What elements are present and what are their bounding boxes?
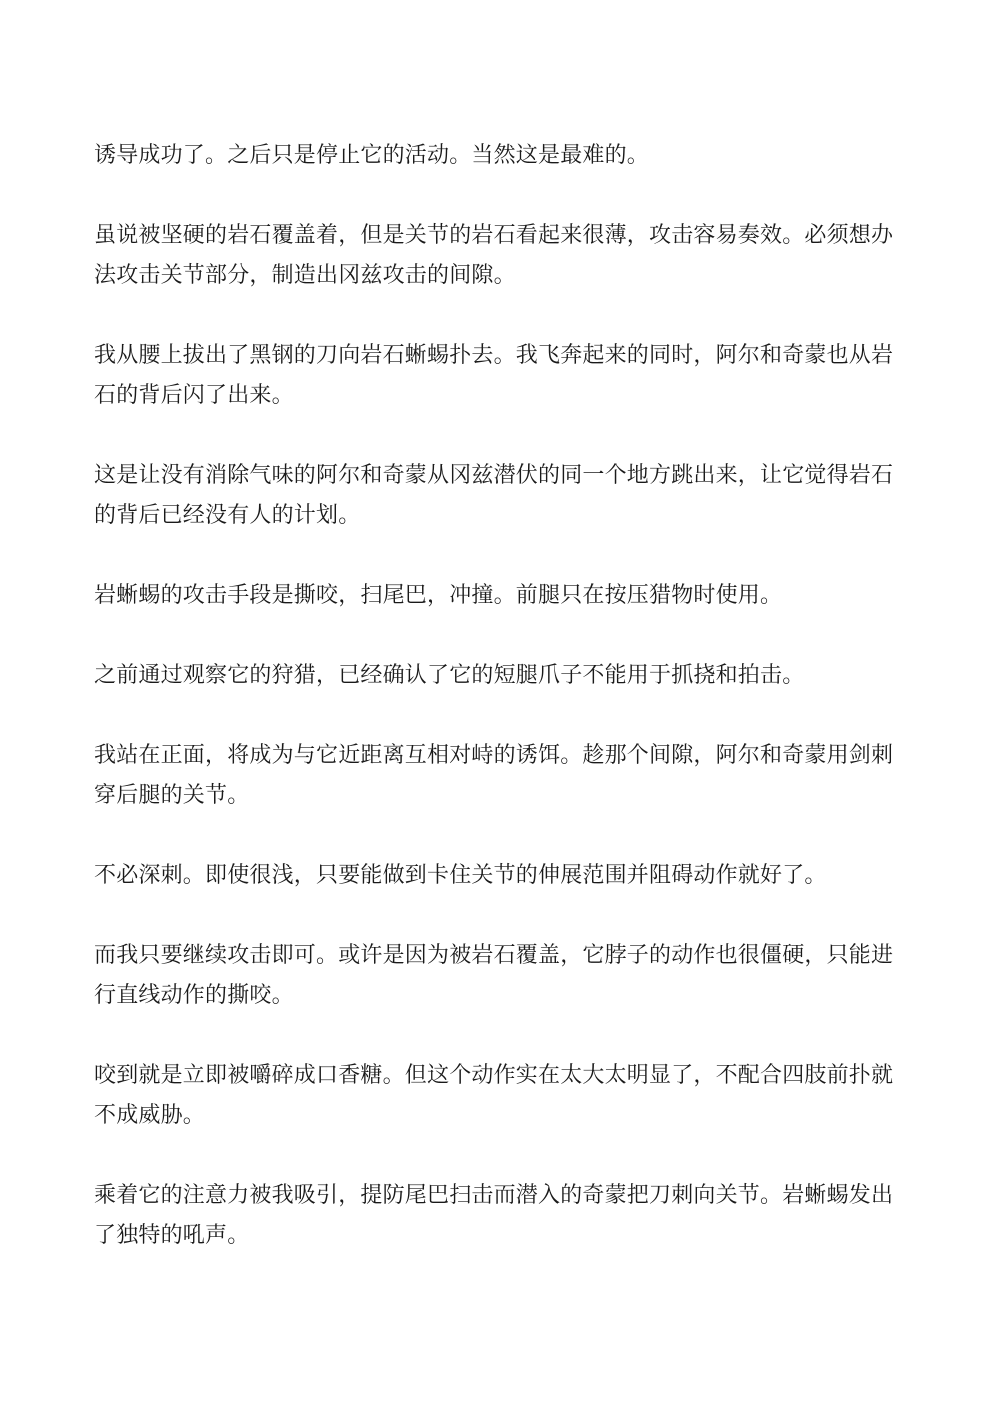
paragraph: 而我只要继续攻击即可。或许是因为被岩石覆盖，它脖子的动作也很僵硬，只能进行直线动作的撕咬。 xyxy=(94,943,894,1008)
paragraph: 咬到就是立即被嚼碎成口香糖。但这个动作实在太大太明显了，不配合四肢前扑就不成威胁。 xyxy=(94,1063,894,1128)
paragraph: 诱导成功了。之后只是停止它的活动。当然这是最难的。 xyxy=(94,143,650,168)
text-body xyxy=(94,136,894,1296)
paragraph: 之前通过观察它的狩猎，已经确认了它的短腿爪子不能用于抓挠和拍击。 xyxy=(94,663,805,688)
paragraph: 我从腰上拔出了黑钢的刀向岩石蜥蜴扑去。我飞奔起来的同时，阿尔和奇蒙也从岩石的背后闪了出来。 xyxy=(94,343,894,408)
paragraph: 乘着它的注意力被我吸引，提防尾巴扫击而潜入的奇蒙把刀刺向关节。岩蜥蜴发出了独特的吼声。 xyxy=(94,1183,894,1248)
paragraph: 我站在正面，将成为与它近距离互相对峙的诱饵。趁那个间隙，阿尔和奇蒙用剑刺穿后腿的关节。 xyxy=(94,743,894,808)
paragraph: 虽说被坚硬的岩石覆盖着，但是关节的岩石看起来很薄，攻击容易奏效。必须想办法攻击关节部分，制造出冈兹攻击的间隙。 xyxy=(94,223,894,288)
paragraph: 岩蜥蜴的攻击手段是撕咬，扫尾巴，冲撞。前腿只在按压猎物时使用。 xyxy=(94,583,783,608)
paragraph: 这是让没有消除气味的阿尔和奇蒙从冈兹潜伏的同一个地方跳出来，让它觉得岩石的背后已经没有人的计划。 xyxy=(94,463,894,528)
paragraph: 不必深刺。即使很浅，只要能做到卡住关节的伸展范围并阻碍动作就好了。 xyxy=(94,863,827,888)
